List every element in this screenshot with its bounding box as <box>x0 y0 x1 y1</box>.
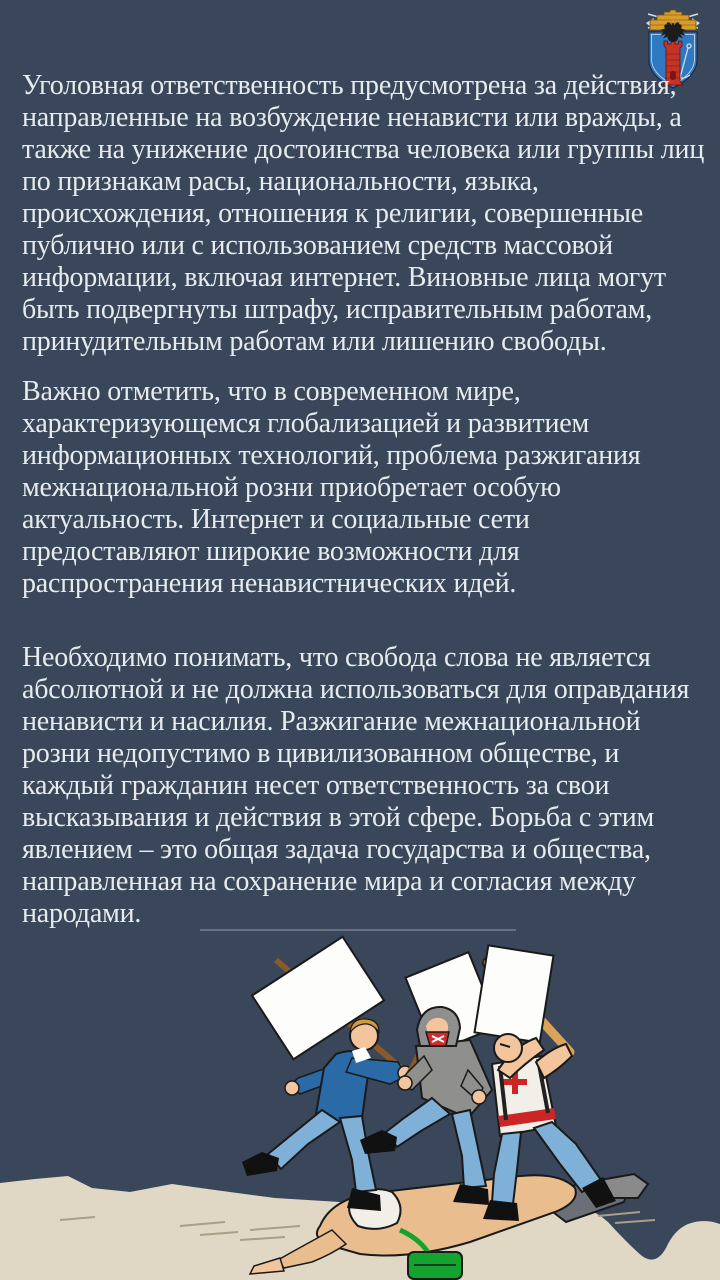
blank-picket-sign <box>475 945 554 1042</box>
street-violence-illustration <box>0 930 720 1280</box>
jeans-standing-leg <box>452 1110 486 1188</box>
paragraph-criminal-liability: Уголовная ответственность предусмотрена за действия, направленные на возбуждение ненависти или вражды, а также на унижение достоинства человека или группы лиц по признакам расы, национальности, языка, происхождения, отношения к религии, совершенные публично или с использованием средств массовой информации, включая интернет. Виновные лица могут быть подвергнуты штрафу, исправительным работам, принудительным работам или лишению свободы. <box>22 70 705 357</box>
fist <box>472 1090 486 1104</box>
jeans-front-leg <box>340 1116 376 1192</box>
back-fist <box>285 1081 299 1095</box>
bald-head <box>494 1034 522 1062</box>
jeans-back-leg <box>268 1110 340 1169</box>
red-cross-horizontal <box>503 1079 527 1085</box>
article-text <box>22 70 706 930</box>
eagle-crown-dot <box>672 20 675 23</box>
attacker-blue-jacket <box>242 937 412 1211</box>
paragraph-modern-world: Важно отметить, что в современном мире, характеризующемся глобализацией и развитием информационных технологий, проблема разжигания межнациональной розни приобретает особую актуальность. Интернет и социальные сети предоставляют широкие возможности для распространения ненавистнических идей. <box>22 376 641 599</box>
paragraph-freedom-of-speech: Необходимо понимать, что свобода слова не является абсолютной и не должна использоваться для оправдания ненависти и насилия. Разжигание межнациональной розни недопустимо в цивилизованном обществе, и каждый гражданин несет ответственность за свои высказывания и действия в этой сфере. Борьба с этим явлением – это общая задача государства и общества, направленная на сохранение мира и согласия между народами. <box>22 642 690 929</box>
hand-on-stick <box>398 1076 412 1090</box>
